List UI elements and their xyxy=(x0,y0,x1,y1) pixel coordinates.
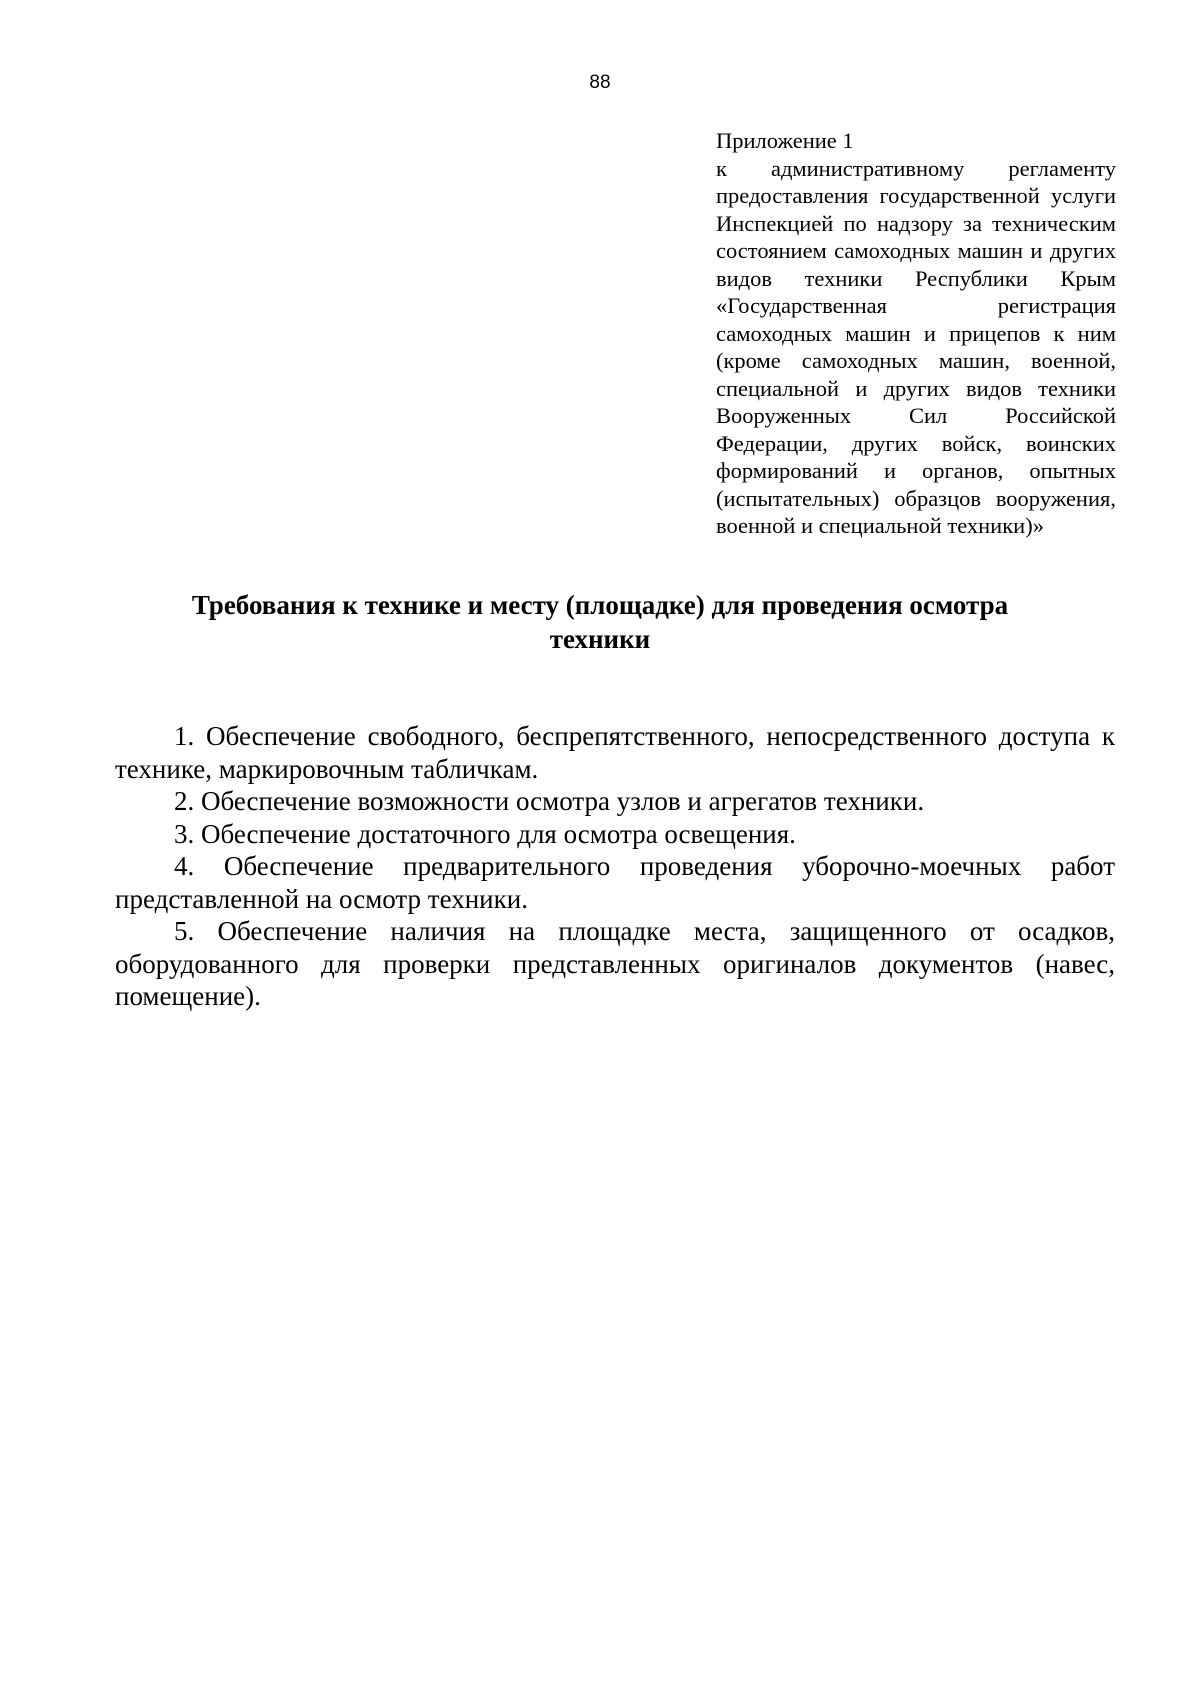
requirement-item: 5. Обеспечение наличия на площадке места, защищенного от осадков, оборудованного для проверки представленных оригиналов документов (навес, помещение). xyxy=(115,916,1115,1011)
appendix-text: к административному регламенту предоставления государственной услуги Инспекцией по надзору за техническим состоянием самоходных машин и других видов техники Республики Крым «Государственная регистрация самоходных машин и прицепов к ним (кроме самоходных машин, военной, специальной и других видов техники Вооруженных Сил Российской Федерации, других войск, воинских формирований и органов, опытных (испытательных) образцов вооружения, военной и специальной техники)» xyxy=(716,155,1116,538)
requirement-item: 1. Обеспечение свободного, беспрепятственного, непосредственного доступа к технике, маркировочным табличкам. xyxy=(115,721,1115,784)
requirement-item: 3. Обеспечение достаточного для осмотра освещения. xyxy=(174,818,796,849)
appendix-title: Приложение 1 xyxy=(716,128,854,153)
requirement-item: 4. Обеспечение предварительного проведения уборочно-моечных работ представленной на осмотр техники. xyxy=(115,851,1115,914)
page-number: 88 xyxy=(589,72,611,93)
appendix-block xyxy=(716,127,1116,540)
requirements-list xyxy=(115,720,1115,1013)
requirement-item: 2. Обеспечение возможности осмотра узлов и агрегатов техники. xyxy=(174,786,925,816)
document-title: Требования к технике и месту (площадке) для проведения осмотра техники xyxy=(191,590,1009,654)
